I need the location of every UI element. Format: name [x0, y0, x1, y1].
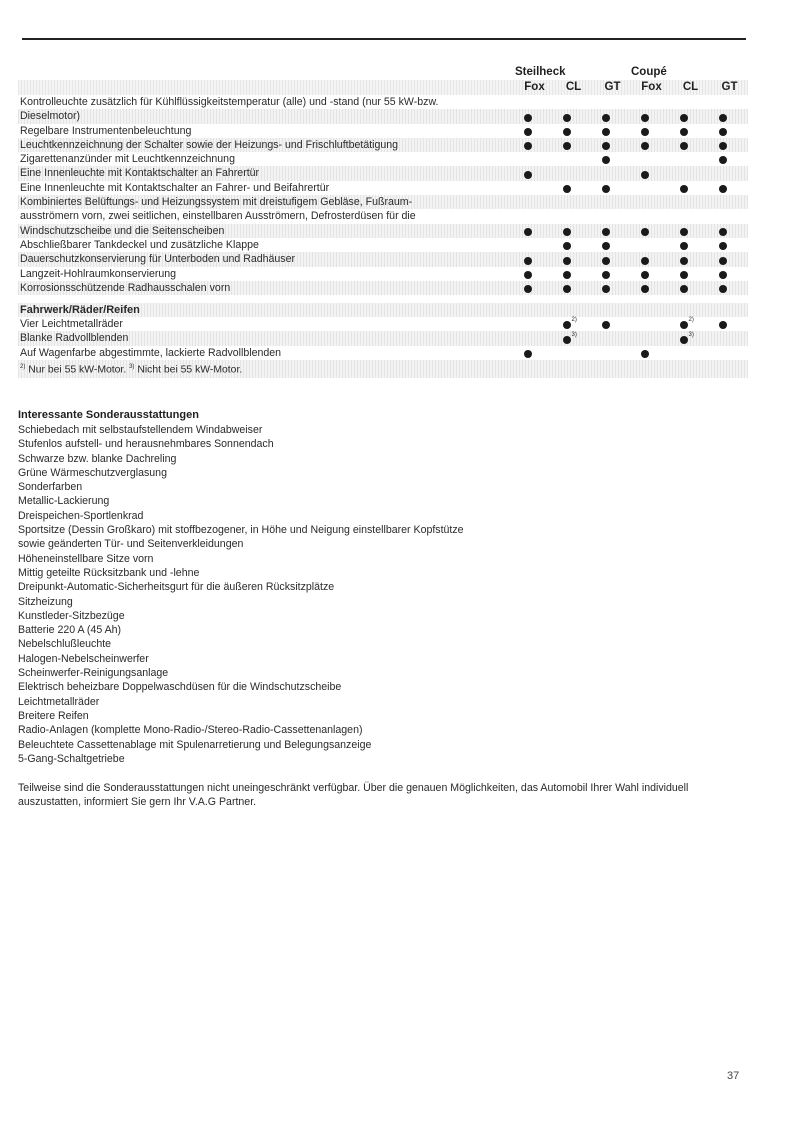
group-steilheck: Steilheck: [515, 66, 566, 78]
row-cell: [703, 138, 742, 152]
list-item: Elektrisch beheizbare Doppelwaschdüsen für die Windschutzscheibe: [18, 681, 342, 694]
row-cell: [586, 181, 625, 195]
row-cell: [508, 224, 547, 238]
availability-dot-icon: [680, 114, 688, 122]
availability-dot-icon: [563, 142, 571, 150]
row-cell: [508, 95, 547, 109]
availability-dot-icon: [563, 228, 571, 236]
list-item: 5-Gang-Schaltgetriebe: [18, 752, 125, 765]
table-row: [18, 109, 748, 123]
availability-dot-icon: [524, 350, 532, 358]
footnote-3-text: Nicht bei 55 kW-Motor.: [134, 364, 243, 376]
row-cell: [703, 195, 742, 209]
row-cell: [664, 166, 703, 180]
availability-dot-icon: [602, 128, 610, 136]
row-cell: [625, 195, 664, 209]
row-cell: [625, 224, 664, 238]
row-cell: [508, 181, 547, 195]
variant-fox: Fox: [524, 81, 545, 93]
list-item: Leichtmetallräder: [18, 695, 100, 708]
row-cell: [508, 317, 547, 331]
row-cell: [625, 124, 664, 138]
row-cell: [586, 152, 625, 166]
footnote-3-mark: 3): [129, 364, 135, 371]
availability-dot-icon: [602, 271, 610, 279]
table-row: [18, 166, 748, 180]
row-cell: [664, 224, 703, 238]
row-cell: [625, 152, 664, 166]
availability-dot-icon: [680, 228, 688, 236]
row-cell: [586, 317, 625, 331]
availability-dot-icon: [641, 171, 649, 179]
table-row: [18, 138, 748, 152]
group-header-row: [18, 66, 748, 80]
row-cell: [703, 331, 742, 345]
availability-dot-icon: [719, 271, 727, 279]
availability-dot-icon: [602, 285, 610, 293]
availability-dot-icon: [641, 128, 649, 136]
options-title: Interessante Sonderausstattungen: [18, 409, 199, 421]
row-label: Kombiniertes Belüftungs- und Heizungssystem mit dreistufigem Gebläse, Fußraum-: [20, 196, 413, 209]
row-cell: [547, 138, 586, 152]
row-cell: [508, 152, 547, 166]
row-cell: [547, 181, 586, 195]
availability-dot-icon: [563, 257, 571, 265]
availability-dot-icon: [719, 156, 727, 164]
availability-dot-icon: [641, 142, 649, 150]
availability-dot-icon: [680, 331, 694, 344]
row-cell: [664, 181, 703, 195]
row-cell: [625, 281, 664, 295]
availability-dot-icon: [524, 228, 532, 236]
availability-dot-icon: [719, 128, 727, 136]
row-cell: [586, 138, 625, 152]
list-item: Batterie 220 A (45 Ah): [18, 624, 122, 637]
row-cell: [625, 346, 664, 360]
row-cell: [586, 166, 625, 180]
list-item: Breitere Reifen: [18, 709, 89, 722]
equipment-rows: [18, 95, 748, 295]
row-cell: [664, 95, 703, 109]
row-cell: [547, 252, 586, 266]
availability-dot-icon: [563, 114, 571, 122]
row-cell: [586, 109, 625, 123]
availability-dot-icon: [563, 331, 577, 344]
availability-dot-icon: [524, 128, 532, 136]
row-cell: [625, 331, 664, 345]
list-item: Schiebedach mit selbstaufstellendem Windabweiser: [18, 424, 263, 436]
row-cell: [547, 267, 586, 281]
availability-dot-icon: [602, 185, 610, 193]
chassis-rows: [18, 317, 748, 360]
footnote-2-text: Nur bei 55 kW-Motor.: [25, 364, 130, 376]
row-cell: [664, 109, 703, 123]
variant-gt: GT: [604, 81, 621, 93]
row-cell: [508, 346, 547, 360]
footnote: [18, 360, 748, 377]
row-label: Dauerschutzkonservierung für Unterboden und Radhäuser: [20, 253, 296, 266]
list-item: Radio-Anlagen (komplette Mono-Radio-/Stereo-Radio-Cassettenanlagen): [18, 724, 363, 737]
list-item: Schwarze bzw. blanke Dachreling: [18, 452, 177, 465]
row-label: Dieselmotor): [20, 110, 81, 123]
row-cell: [664, 267, 703, 281]
row-cell: [586, 252, 625, 266]
availability-dot-icon: [563, 317, 577, 329]
row-label: Zigarettenanzünder mit Leuchtkennzeichnung: [20, 153, 235, 166]
row-cell: [508, 109, 547, 123]
availability-dot-icon: [680, 257, 688, 265]
availability-dot-icon: [719, 185, 727, 193]
row-label: Abschließbarer Tankdeckel und zusätzliche Klappe: [20, 238, 259, 251]
table-row: [18, 346, 748, 360]
row-cell: [547, 238, 586, 252]
table-row: [18, 252, 748, 266]
availability-dot-icon: [641, 271, 649, 279]
row-cell: [547, 317, 586, 331]
row-cell: [547, 346, 586, 360]
row-cell: [547, 195, 586, 209]
table-row: [18, 331, 748, 345]
variant-gt: GT: [721, 81, 738, 93]
row-label: Eine Innenleuchte mit Kontaktschalter an Fahrertür: [20, 167, 260, 180]
row-cell: [508, 281, 547, 295]
row-cell: [703, 95, 742, 109]
table-row: [18, 152, 748, 166]
availability-dot-icon: [719, 242, 727, 250]
availability-dot-icon: [602, 321, 610, 329]
list-item: Halogen-Nebelscheinwerfer: [18, 652, 149, 665]
variant-fox: Fox: [641, 81, 662, 93]
availability-dot-icon: [602, 114, 610, 122]
list-item: Mittig geteilte Rücksitzbank und -lehne: [18, 566, 200, 579]
list-item: Dreispeichen-Sportlenkrad: [18, 509, 144, 522]
availability-dot-icon: [563, 185, 571, 193]
list-item: Nebelschlußleuchte: [18, 638, 112, 651]
availability-dot-icon: [524, 171, 532, 179]
row-label: Langzeit-Hohlraumkonservierung: [20, 267, 177, 280]
availability-dot-icon: [719, 321, 727, 329]
table-row: [18, 209, 748, 223]
row-cell: [664, 124, 703, 138]
row-cell: [703, 209, 742, 223]
availability-dot-icon: [602, 156, 610, 164]
row-cell: [703, 317, 742, 331]
list-item: Scheinwerfer-Reinigungsanlage: [18, 667, 169, 680]
row-cell: [703, 224, 742, 238]
row-cell: [703, 109, 742, 123]
row-label: Korrosionsschützende Radhausschalen vorn: [20, 281, 231, 294]
row-cell: [586, 281, 625, 295]
footnote-mark: 2): [688, 317, 694, 324]
availability-dot-icon: [563, 285, 571, 293]
row-cell: [547, 166, 586, 180]
row-label: Eine Innenleuchte mit Kontaktschalter an Fahrer- und Beifahrertür: [20, 181, 330, 194]
row-cell: [508, 195, 547, 209]
row-cell: [664, 152, 703, 166]
row-cell: [625, 181, 664, 195]
row-cell: [586, 124, 625, 138]
row-cell: [547, 224, 586, 238]
row-cell: [547, 124, 586, 138]
availability-dot-icon: [680, 242, 688, 250]
row-label: Auf Wagenfarbe abgestimmte, lackierte Radvollblenden: [20, 346, 282, 359]
availability-dot-icon: [719, 114, 727, 122]
row-cell: [664, 346, 703, 360]
list-item: Grüne Wärmeschutzverglasung: [18, 466, 167, 479]
options-list: [18, 423, 718, 766]
availability-dot-icon: [524, 142, 532, 150]
row-cell: [703, 267, 742, 281]
availability-dot-icon: [641, 285, 649, 293]
group-coupe: Coupé: [631, 66, 667, 78]
availability-dot-icon: [524, 257, 532, 265]
list-item: Beleuchtete Cassettenablage mit Spulenarretierung und Belegungsanzeige: [18, 738, 372, 751]
table-row: [18, 95, 748, 109]
row-cell: [547, 331, 586, 345]
row-cell: [703, 252, 742, 266]
row-label: Blanke Radvollblenden: [20, 332, 129, 345]
availability-dot-icon: [641, 228, 649, 236]
row-cell: [703, 238, 742, 252]
row-cell: [664, 252, 703, 266]
row-cell: [586, 209, 625, 223]
footnote-2-mark: 2): [20, 364, 26, 371]
availability-dot-icon: [641, 257, 649, 265]
row-cell: [547, 281, 586, 295]
availability-dot-icon: [602, 242, 610, 250]
row-cell: [703, 346, 742, 360]
availability-dot-icon: [719, 257, 727, 265]
row-cell: [703, 281, 742, 295]
row-cell: [664, 331, 703, 345]
row-cell: [664, 238, 703, 252]
availability-dot-icon: [524, 285, 532, 293]
row-cell: [547, 209, 586, 223]
availability-dot-icon: [719, 285, 727, 293]
availability-dot-icon: [641, 114, 649, 122]
row-cell: [586, 195, 625, 209]
row-cell: [625, 252, 664, 266]
row-cell: [586, 346, 625, 360]
row-label: Windschutzscheibe und die Seitenscheiben: [20, 224, 225, 237]
list-item: Metallic-Lackierung: [18, 495, 110, 508]
row-cell: [703, 152, 742, 166]
row-cell: [625, 267, 664, 281]
availability-dot-icon: [563, 128, 571, 136]
row-cell: [508, 138, 547, 152]
availability-dot-icon: [719, 142, 727, 150]
footnote-mark: 3): [571, 331, 577, 338]
row-cell: [625, 109, 664, 123]
list-item: Stufenlos aufstell- und herausnehmbares Sonnendach: [18, 438, 274, 451]
availability-dot-icon: [680, 285, 688, 293]
list-item: Höheneinstellbare Sitze vorn: [18, 552, 154, 565]
row-cell: [625, 166, 664, 180]
row-label: ausströmern vorn, zwei seitlichen, einstellbaren Ausströmern, Defrosterdüsen für die: [20, 210, 416, 223]
row-cell: [508, 166, 547, 180]
row-cell: [547, 152, 586, 166]
row-cell: [508, 209, 547, 223]
row-cell: [664, 209, 703, 223]
list-item: sowie geänderten Tür- und Seitenverkleidungen: [18, 538, 244, 551]
row-cell: [508, 124, 547, 138]
table-row: [18, 281, 748, 295]
table-row: [18, 317, 748, 331]
footnote-mark: 2): [571, 317, 577, 324]
availability-dot-icon: [641, 350, 649, 358]
row-label: Leuchtkennzeichnung der Schalter sowie der Heizungs- und Frischluftbetätigung: [20, 138, 399, 151]
row-cell: [664, 281, 703, 295]
page-number: 37: [727, 1070, 740, 1082]
row-cell: [547, 95, 586, 109]
availability-notice: Teilweise sind die Sonderausstattungen nicht uneingeschränkt verfügbar. Über die genauen Möglichkeiten, das Automobil Ihrer Wahl individuell auszustatten, informiert Sie gern Ihr V.A.G Partner.: [18, 782, 689, 809]
availability-dot-icon: [602, 142, 610, 150]
row-cell: [508, 252, 547, 266]
availability-dot-icon: [680, 128, 688, 136]
row-cell: [625, 138, 664, 152]
row-cell: [586, 238, 625, 252]
availability-dot-icon: [563, 271, 571, 279]
variant-cl: CL: [682, 81, 699, 93]
availability-dot-icon: [680, 185, 688, 193]
availability-dot-icon: [680, 271, 688, 279]
equipment-table: [18, 66, 748, 378]
row-cell: [664, 195, 703, 209]
table-row: [18, 195, 748, 209]
optional-equipment: [18, 408, 718, 766]
availability-dot-icon: [602, 257, 610, 265]
list-item: Sportsitze (Dessin Großkaro) mit stoffbezogener, in Höhe und Neigung einstellbarer Kopfstütze: [18, 524, 464, 537]
table-row: [18, 124, 748, 138]
list-item: Sonderfarben: [18, 481, 83, 494]
section-title-chassis: Fahrwerk/Räder/Reifen: [18, 303, 748, 317]
row-cell: [586, 95, 625, 109]
row-cell: [508, 238, 547, 252]
row-cell: [508, 331, 547, 345]
availability-dot-icon: [524, 114, 532, 122]
row-label: Regelbare Instrumentenbeleuchtung: [20, 124, 192, 137]
row-cell: [703, 181, 742, 195]
table-row: [18, 224, 748, 238]
availability-dot-icon: [602, 228, 610, 236]
row-cell: [703, 124, 742, 138]
row-cell: [547, 109, 586, 123]
table-row: [18, 267, 748, 281]
row-cell: [586, 224, 625, 238]
availability-dot-icon: [524, 271, 532, 279]
row-cell: [625, 317, 664, 331]
row-cell: [586, 267, 625, 281]
row-cell: [703, 166, 742, 180]
variant-header-row: [18, 80, 748, 95]
row-cell: [625, 238, 664, 252]
variant-cl: CL: [565, 81, 582, 93]
row-cell: [586, 331, 625, 345]
availability-dot-icon: [680, 317, 694, 329]
top-rule: [22, 38, 746, 40]
footnote-mark: 3): [688, 331, 694, 338]
row-cell: [664, 317, 703, 331]
list-item: Sitzheizung: [18, 595, 73, 608]
availability-dot-icon: [680, 142, 688, 150]
availability-dot-icon: [563, 242, 571, 250]
row-cell: [625, 95, 664, 109]
row-cell: [625, 209, 664, 223]
list-item: Dreipunkt-Automatic-Sicherheitsgurt für die äußeren Rücksitzplätze: [18, 581, 335, 594]
row-cell: [664, 138, 703, 152]
row-label: Kontrolleuchte zusätzlich für Kühlflüssigkeitstemperatur (alle) und -stand (nur 55 kW-bzw.: [20, 96, 439, 108]
row-cell: [508, 267, 547, 281]
availability-dot-icon: [719, 228, 727, 236]
list-item: Kunstleder-Sitzbezüge: [18, 609, 125, 622]
table-row: [18, 181, 748, 195]
table-row: [18, 238, 748, 252]
row-label: Vier Leichtmetallräder: [20, 318, 123, 331]
